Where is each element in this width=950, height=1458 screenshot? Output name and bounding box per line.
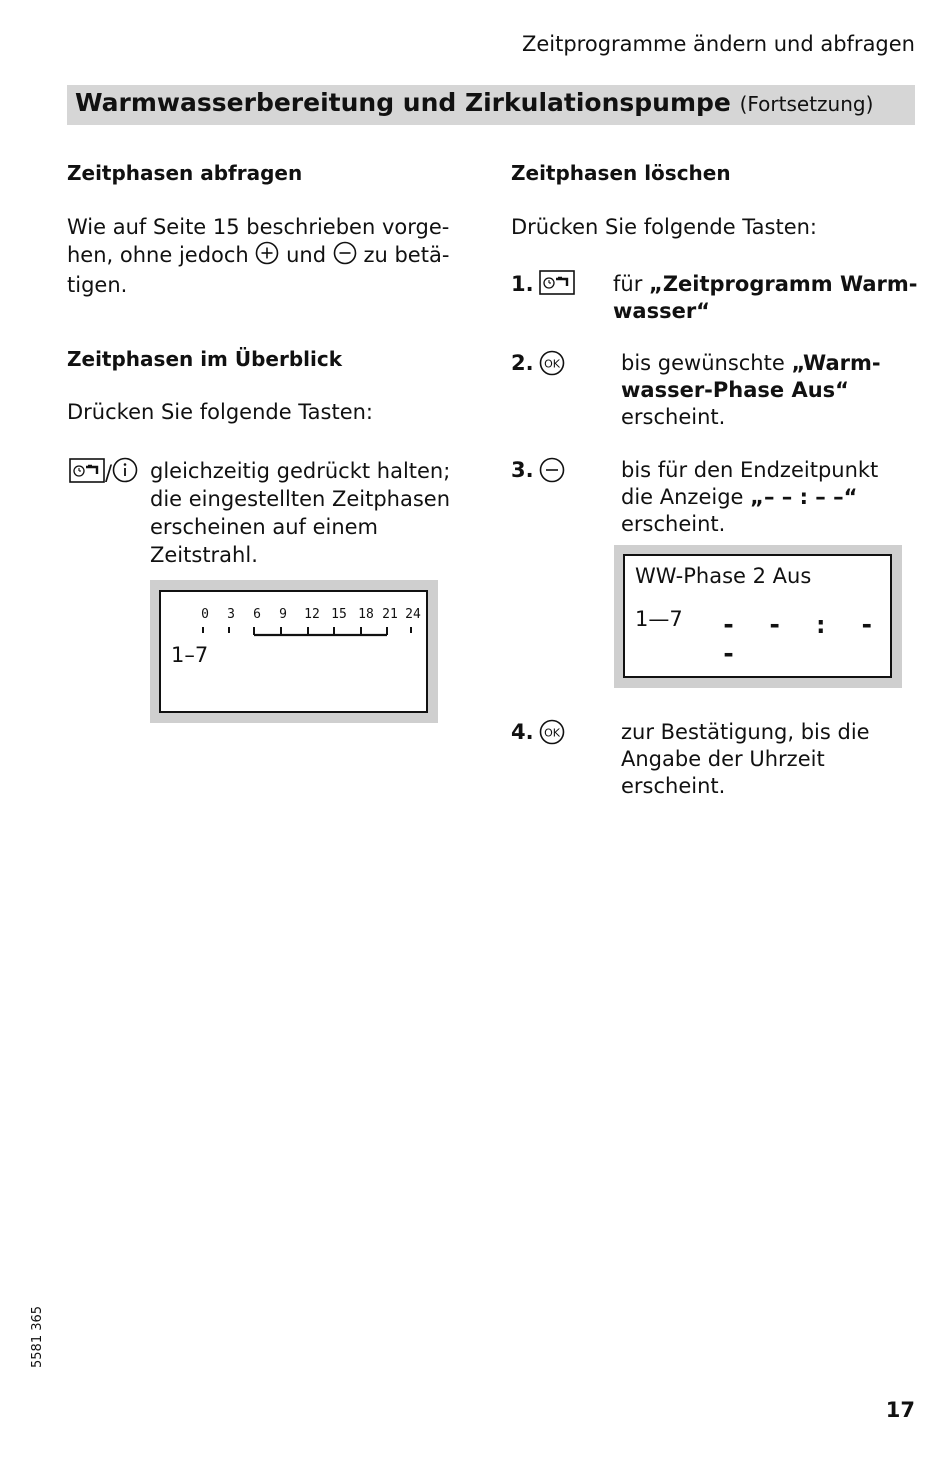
document-id: 5581 365 — [30, 1305, 45, 1368]
heading-zeitphasen-abfragen: Zeitphasen abfragen — [67, 161, 303, 185]
running-header: Zeitprogramme ändern und abfragen — [521, 32, 915, 56]
plus-key-icon — [255, 241, 279, 272]
step-2-number: 2. — [511, 351, 534, 375]
abfragen-line-2: hen, ohne jedoch und zu betä- — [67, 241, 487, 272]
step-1-text: für „Zeitprogramm Warm- wasser“ — [613, 272, 918, 323]
hour-label: 6 — [253, 607, 261, 622]
phase-display-days: 1—7 — [635, 607, 683, 631]
hour-label: 3 — [227, 607, 235, 622]
ueberblick-description: gleichzeitig gedrückt halten; die eingestellten Zeitphasen erscheinen auf einem Zeitstrahl. — [150, 459, 451, 567]
phase-display-screen — [623, 554, 892, 678]
section-title-bar — [67, 85, 915, 125]
hour-label: 21 — [382, 607, 398, 622]
ok-key-icon — [539, 719, 565, 749]
page-number: 17 — [885, 1398, 915, 1422]
timeline-display — [150, 580, 438, 723]
hour-label: 24 — [405, 607, 421, 622]
step-4-number: 4. — [511, 720, 534, 744]
title-suffix: (Fortsetzung) — [739, 92, 874, 116]
hour-label: 18 — [358, 607, 374, 622]
phase-display-title: WW-Phase 2 Aus — [635, 564, 812, 588]
step-2-text: bis gewünschte „Warm- wasser-Phase Aus“ erscheint. — [621, 351, 881, 429]
section-title — [75, 88, 873, 117]
ok-key-icon — [539, 350, 565, 380]
hour-label: 9 — [279, 607, 287, 622]
clock-tap-key-icon — [69, 458, 105, 487]
ueberblick-keys: / — [69, 457, 138, 487]
hour-label: 12 — [304, 607, 320, 622]
phase-display — [614, 545, 902, 688]
paragraph-abfragen — [67, 214, 487, 299]
step-3-number: 3. — [511, 458, 534, 482]
clock-tap-key-icon — [539, 270, 575, 299]
minus-key-icon — [333, 241, 357, 272]
heading-zeitphasen-loeschen: Zeitphasen löschen — [511, 161, 731, 185]
heading-zeitphasen-ueberblick: Zeitphasen im Überblick — [67, 347, 343, 371]
abfragen-line-3: tigen. — [67, 273, 128, 297]
abfragen-line-1: Wie auf Seite 15 beschrieben vorge- — [67, 215, 450, 239]
hour-label: 0 — [201, 607, 209, 622]
step-1-number: 1. — [511, 272, 534, 296]
phase-display-time: - - : - - — [721, 610, 883, 668]
svg-text:OK: OK — [544, 726, 560, 740]
info-key-icon — [112, 457, 138, 487]
timeline-display-screen — [159, 590, 428, 713]
svg-text:OK: OK — [544, 357, 560, 371]
instruction-loeschen: Drücken Sie folgende Tasten: — [511, 215, 817, 239]
timeline-days: 1–7 — [171, 643, 209, 667]
instruction-ueberblick: Drücken Sie folgende Tasten: — [67, 400, 373, 424]
hour-label: 15 — [331, 607, 347, 622]
minus-key-icon — [539, 457, 565, 487]
title-main: Warmwasserbereitung und Zirkulationspumpe — [75, 88, 731, 117]
step-3-text: bis für den Endzeitpunkt die Anzeige „– – : – –“ erscheint. — [621, 458, 879, 536]
step-4-text: zur Bestätigung, bis die Angabe der Uhrzeit erscheint. — [621, 720, 870, 798]
